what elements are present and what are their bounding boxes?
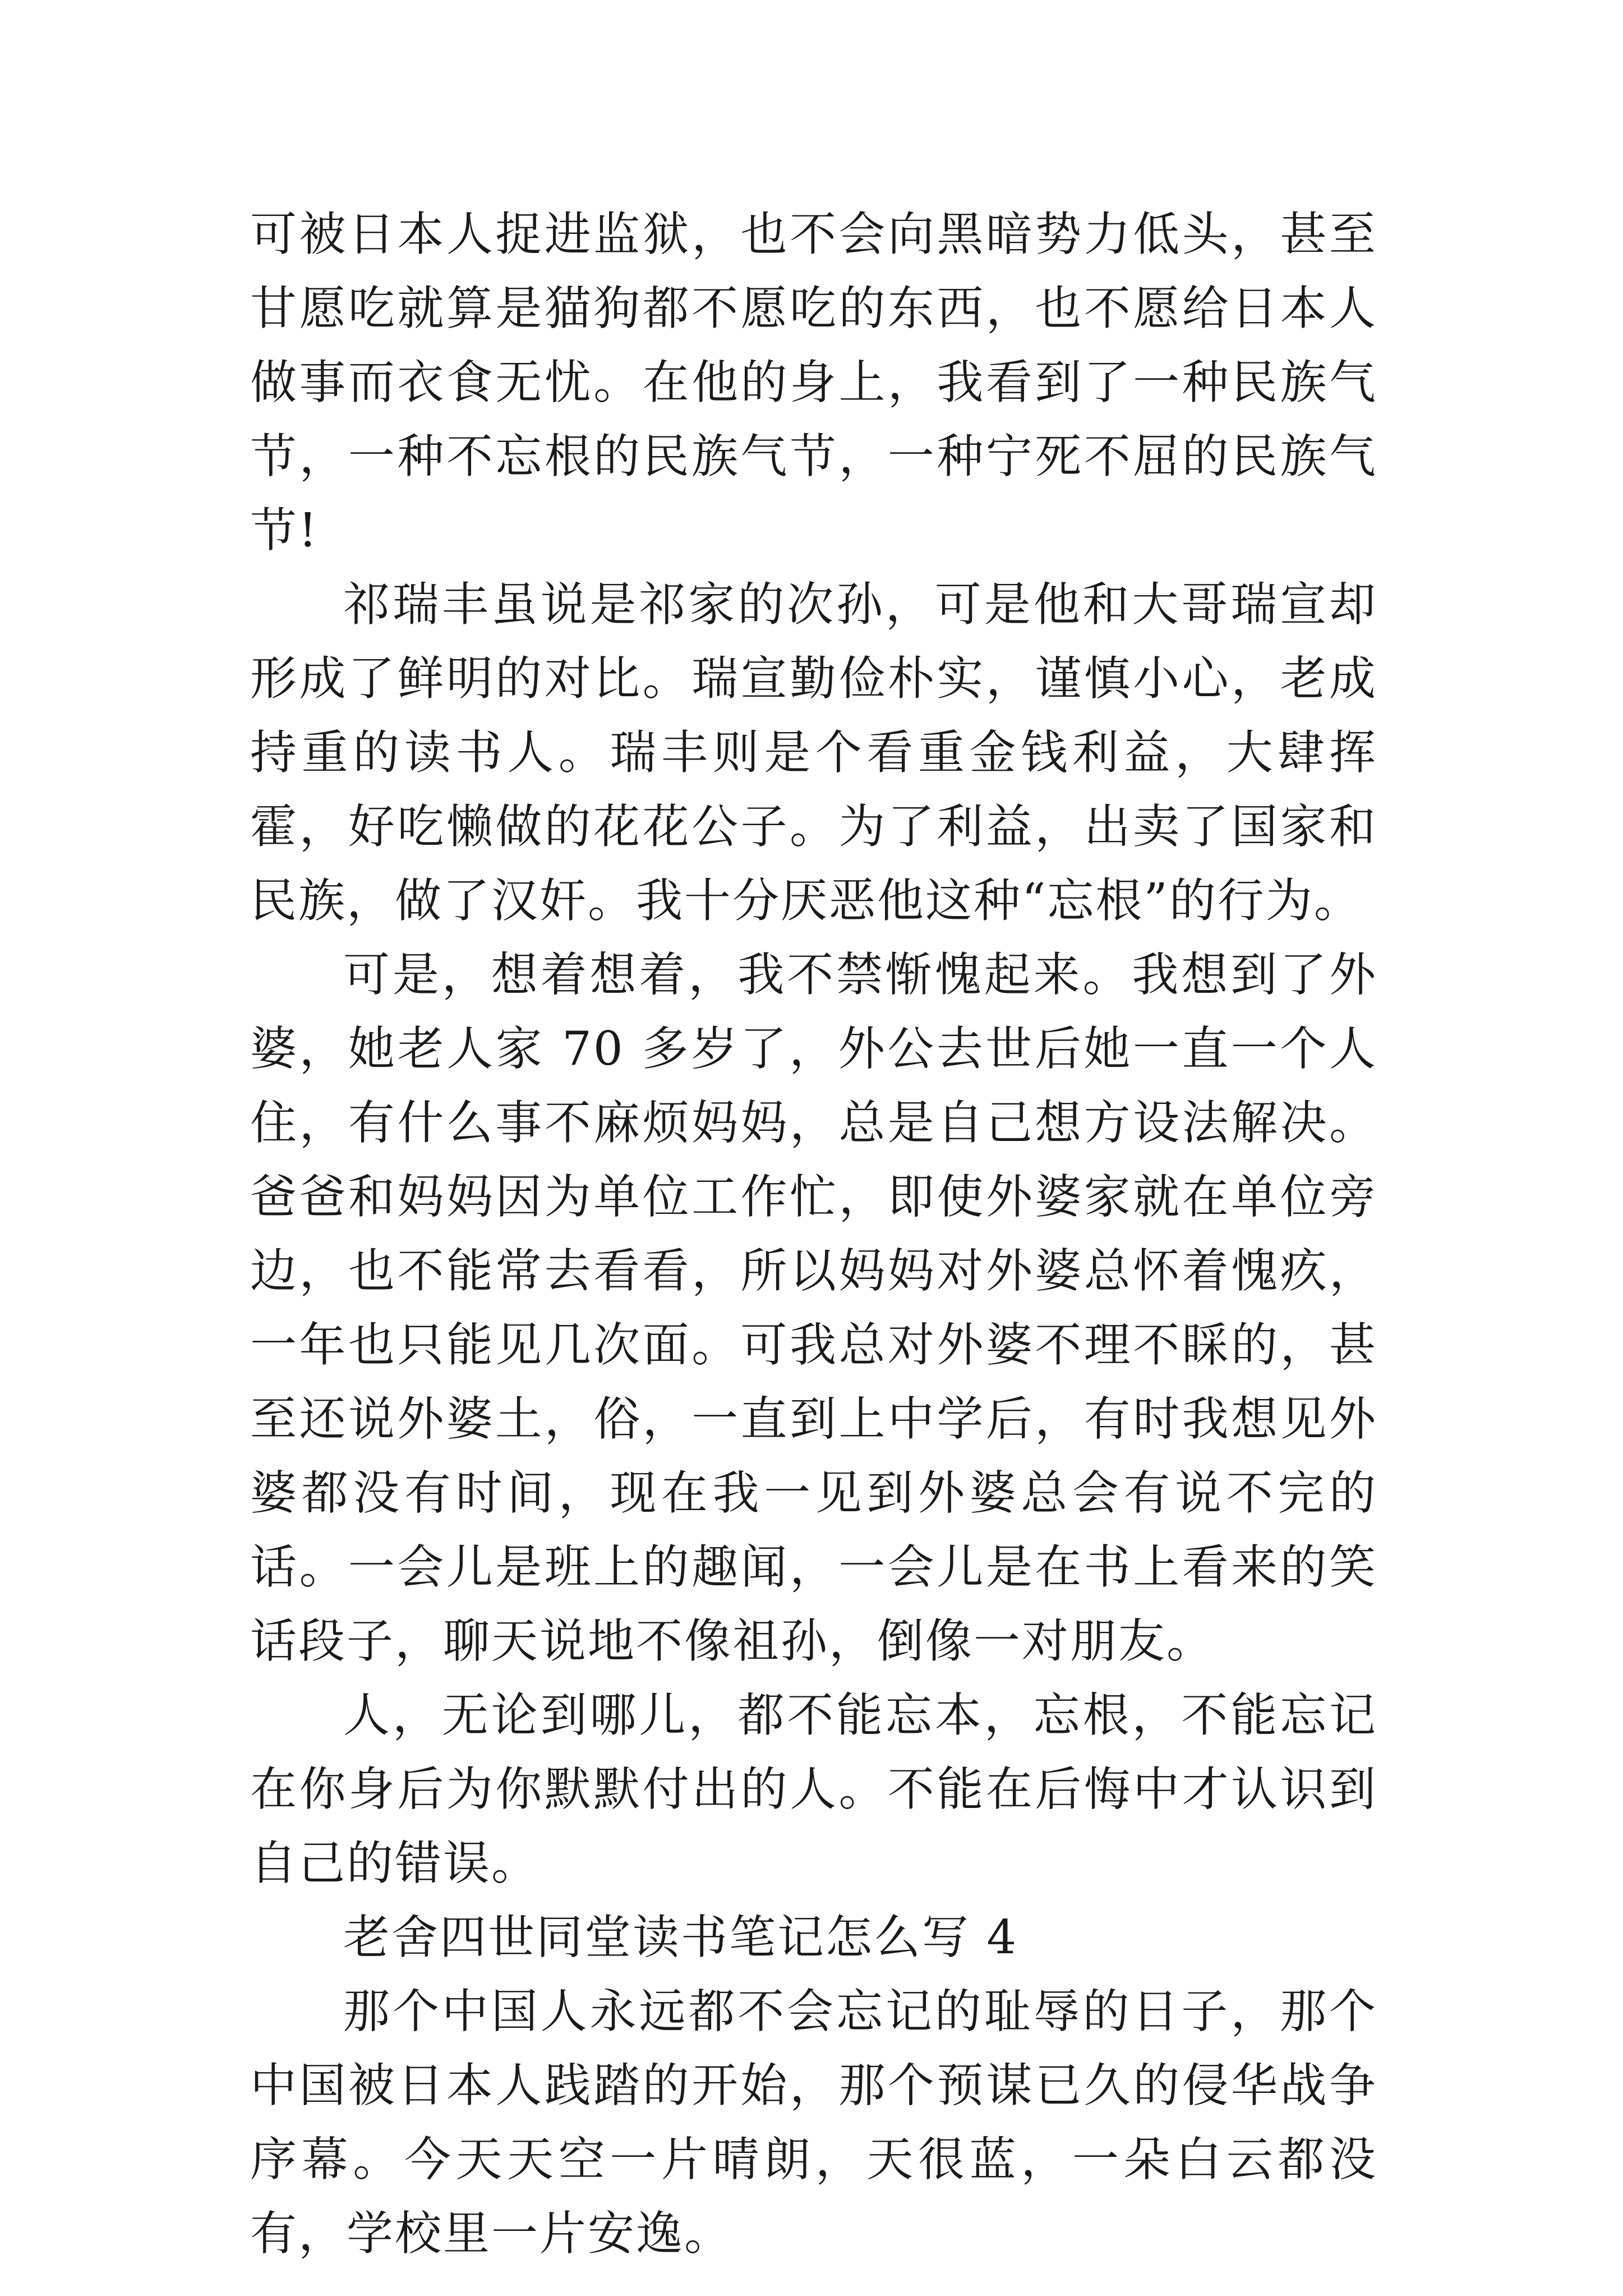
paragraph-section-4-intro: 那个中国人永远都不会忘记的耻辱的日子，那个中国被日本人践踏的开始，那个预谋已久的侵华战争序幕。今天天空一片晴朗，天很蓝，一朵白云都没有，学校里一片安逸。 [250, 1984, 1377, 2261]
paragraph-grandmother: 可是，想着想着，我不禁惭愧起来。我想到了外婆，她老人家 70 多岁了，外公去世后她一直一个人住，有什么事不麻烦妈妈，总是自己想方设法解决。爸爸和妈妈因为单位工作忙，即使外婆家就在单位旁边，也不能常去看看，所以妈妈对外婆总怀着愧疚，一年也只能见几次面。可我总对外婆不理不睬的，甚至还说外婆土，俗，一直到上中学后，有时我想见外婆都没有时间，现在我一见到外婆总会有说不完的话。一会儿是班上的趣闻，一会儿是在书上看来的笑话段子，聊天说地不像祖孙，倒像一对朋友。 [250, 947, 1377, 1668]
document-body [250, 197, 1377, 2271]
paragraph-continued: 可被日本人捉进监狱，也不会向黑暗势力低头，甚至甘愿吃就算是猫狗都不愿吃的东西，也不愿给日本人做事而衣食无忧。在他的身上，我看到了一种民族气节，一种不忘根的民族气节，一种宁死不屈的民族气节! [250, 207, 1377, 558]
section-heading: 老舍四世同堂读书笔记怎么写 4 [343, 1910, 1018, 1964]
paragraph-conclusion: 人，无论到哪儿，都不能忘本，忘根，不能忘记在你身后为你默默付出的人。不能在后悔中才认识到自己的错误。 [250, 1688, 1377, 1890]
paragraph-ruifeng: 祁瑞丰虽说是祁家的次孙，可是他和大哥瑞宣却形成了鲜明的对比。瑞宣勤俭朴实，谨慎小心，老成持重的读书人。瑞丰则是个看重金钱利益，大肆挥霍，好吃懒做的花花公子。为了利益，出卖了国家和民族，做了汉奸。我十分厌恶他这种“忘根”的行为。 [250, 577, 1377, 928]
